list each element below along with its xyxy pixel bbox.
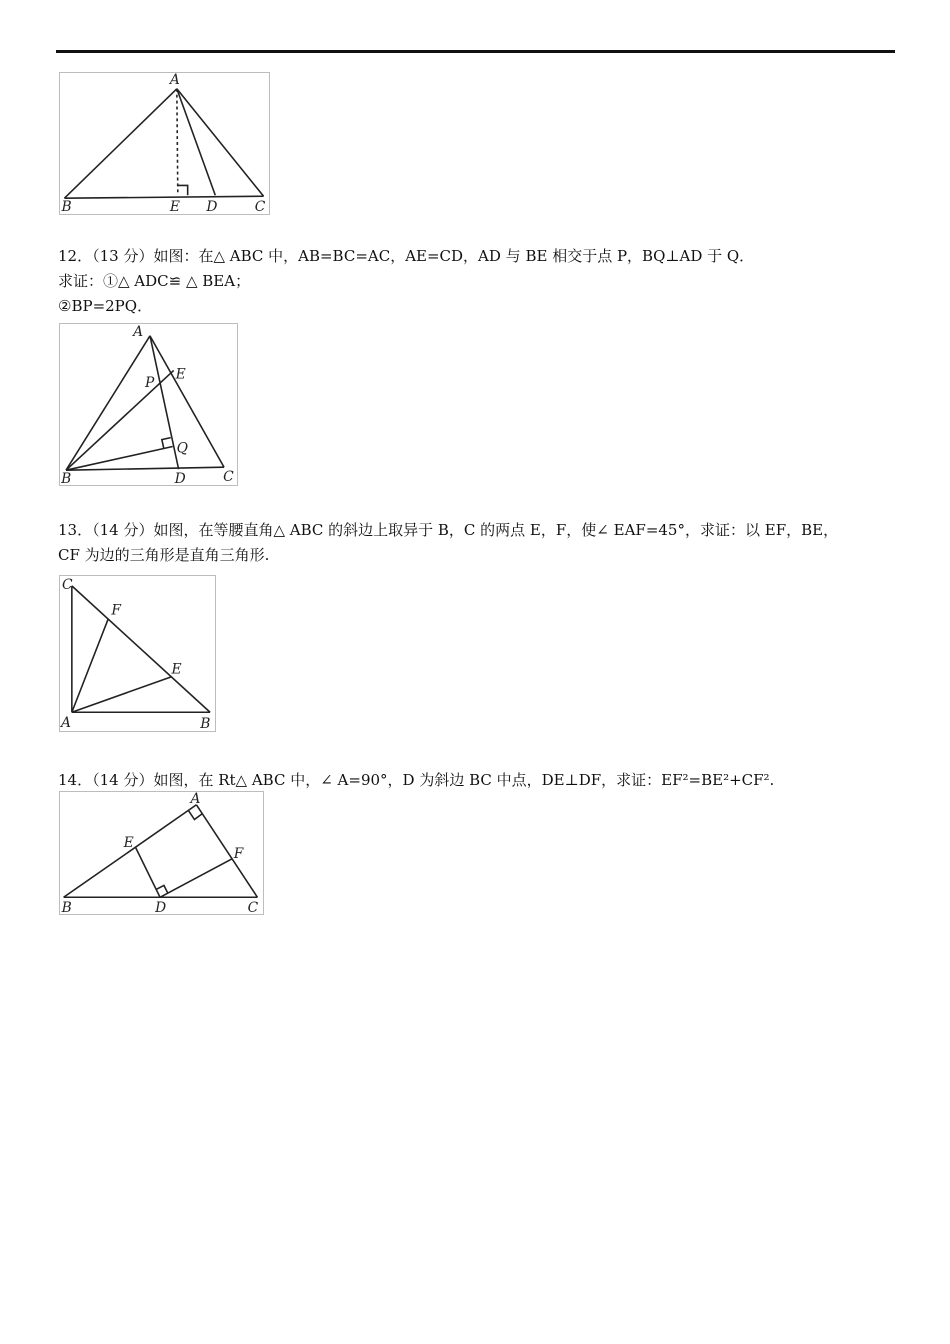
figure-q11-drawing xyxy=(60,73,269,214)
problem-12-line2: 求证：①△ ADC≌ △ BEA； xyxy=(58,272,251,290)
label-c: C xyxy=(223,469,234,485)
header-rule xyxy=(56,50,895,53)
label-b: B xyxy=(61,900,72,914)
segment-ae xyxy=(72,677,172,713)
label-d: D xyxy=(155,900,167,914)
label-c: C xyxy=(254,199,266,214)
label-f: F xyxy=(233,845,244,862)
segment-ad xyxy=(150,336,179,469)
right-angle-mark xyxy=(178,185,188,195)
label-e: E xyxy=(175,366,186,383)
figure-q13 xyxy=(59,575,216,732)
segment-bq xyxy=(66,446,173,470)
label-b: B xyxy=(200,716,211,731)
problem-14-line1: 14．（14 分）如图，在 Rt△ ABC 中，∠ A=90°，D 为斜边 BC 中点，DE⊥DF，求证：EF²=BE²+CF². xyxy=(58,771,775,789)
label-a: A xyxy=(169,73,180,88)
label-e: E xyxy=(123,835,134,852)
label-b: B xyxy=(61,199,72,214)
segment-ac xyxy=(196,805,257,897)
segment-af xyxy=(72,618,109,712)
label-d: D xyxy=(174,471,186,485)
label-b: B xyxy=(61,471,72,485)
segment-df xyxy=(160,859,232,897)
problem-12-line3: ②BP=2PQ． xyxy=(58,297,153,315)
segment-ac xyxy=(177,89,264,196)
figure-q12-drawing xyxy=(60,324,237,485)
problem-13-line2: CF 为边的三角形是直角三角形. xyxy=(58,546,270,564)
segment-cb xyxy=(72,586,210,712)
problem-12-line1: 12．（13 分）如图：在△ ABC 中，AB=BC=AC，AE=CD，AD 与 BE 相交于点 P，BQ⊥AD 于 Q． xyxy=(58,247,755,265)
label-c: C xyxy=(247,900,259,914)
problem-13-line1: 13．（14 分）如图，在等腰直角△ ABC 的斜边上取异于 B，C 的两点 E，F，使∠ EAF=45°，求证：以 EF，BE， xyxy=(58,521,839,539)
label-q: Q xyxy=(176,440,188,457)
label-e: E xyxy=(171,661,182,678)
label-a: A xyxy=(60,715,71,731)
segment-ad xyxy=(177,89,215,195)
figure-q14 xyxy=(59,791,264,915)
figure-q13-drawing xyxy=(60,576,215,731)
label-e: E xyxy=(169,199,181,214)
segment-bc xyxy=(66,467,224,470)
figure-q11 xyxy=(59,72,270,215)
label-f: F xyxy=(111,602,121,619)
figure-q12 xyxy=(59,323,238,486)
label-a: A xyxy=(190,792,201,807)
segment-ab xyxy=(64,89,176,198)
label-d: D xyxy=(206,199,218,214)
label-a: A xyxy=(133,324,144,340)
altitude-ae xyxy=(177,89,178,195)
segment-bc xyxy=(64,196,263,198)
label-p: P xyxy=(145,375,155,392)
figure-q14-drawing xyxy=(60,792,263,914)
label-c: C xyxy=(61,576,73,593)
